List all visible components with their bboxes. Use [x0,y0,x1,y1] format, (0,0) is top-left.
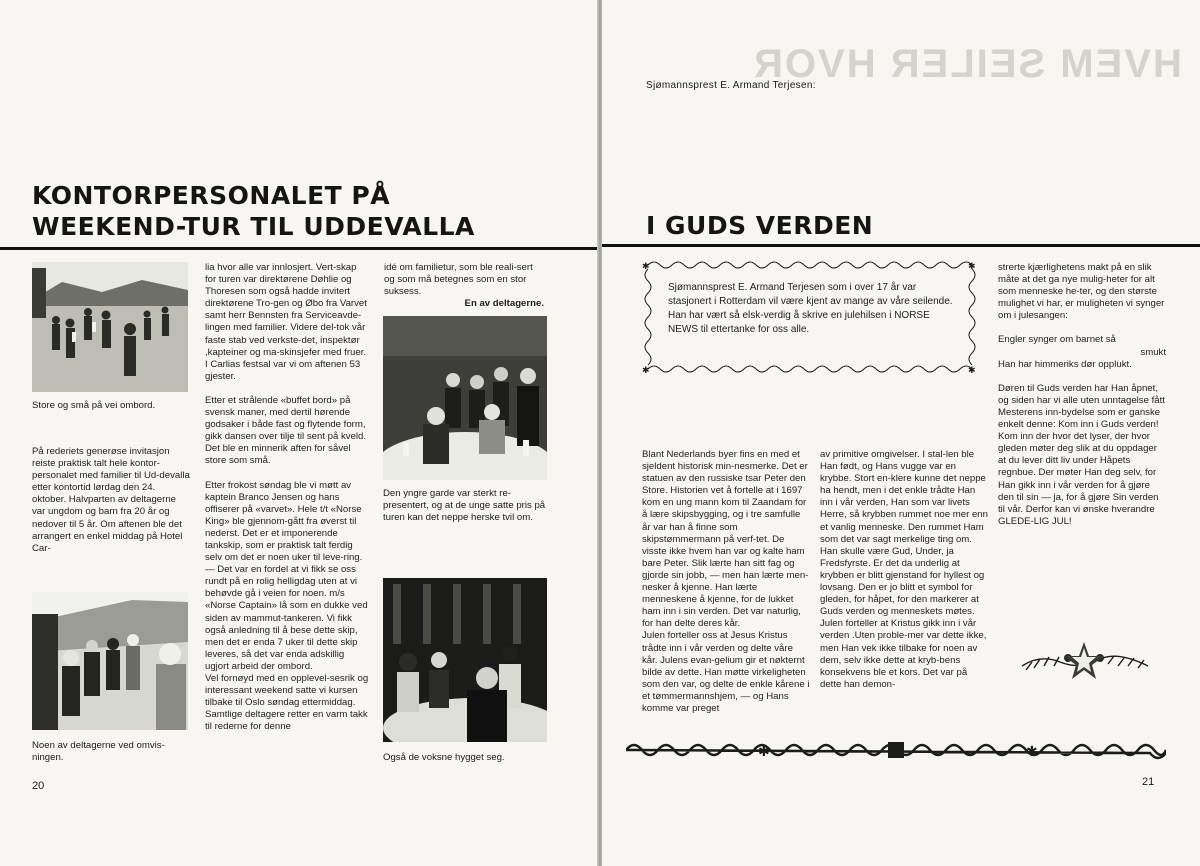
photo-group-walking [32,262,188,392]
verse-line-1: Engler synger om barnet så [998,334,1116,346]
svg-text:✱: ✱ [1026,743,1038,759]
col2-paragraph-a: lia hvor alle var innlosjert. Vert-skap for turen var direktørene Døhlie og Thoresen som også hadde invitert direktørene Tro-gen og Øbo fra Varvet samt herr Bennsten fra Serviceavde-lingen med familier. Videre del-tok vår faste stab ved verkste-det, inspektør ,kapteiner og ma-skinsjefer med fruer. I Carlias festsal var vi om aftenen 53 gjester. [205,262,367,382]
page-number-left: 20 [32,780,45,792]
photo-tour [32,592,188,730]
photo2-caption: Noen av deltagerne ved omvis- ningen. [32,740,165,763]
photo-young-participants [383,316,547,480]
svg-text:✱: ✱ [968,365,976,375]
column-1-text [32,446,190,555]
intro-box-text: Sjømannsprest E. Armand Terjesen som i over 17 år var stasjonert i Rotterdam vil være kjent av mange av våre seilende. Han har vært så elsk-verdig å skrive en julehilsen i NORSE NEWS til ettertanke for oss alle. [668,282,953,335]
col2-paragraph-e: Samtlige deltagere retter en varm takk til rederne for denne [205,709,368,733]
headline-rule-right [602,244,1200,247]
photo1-caption: Store og små på vei ombord. [32,400,156,411]
article-headline: KONTORPERSONALET PÅ WEEKEND-TUR TIL UDDEVALLA [32,181,475,241]
col2-paragraph-c: Etter frokost søndag ble vi møtt av kaptein Branco Jensen og hans offiserer på «varvet». Hele t/t «Norse King» ble gjennom-gått fra øverst til nederst. Det er et imponerende tankskip, som er praktisk talt ferdig selv om det er noen uker til leve-ring. — Det var en fordel at vi fikk se oss rundt på en rolig helligdag uten at vi behøvde gå i veien for noen. m/s «Norse Captain» lå som en dukke ved siden av mammut-tankeren. Vi fikk også anledning til å bese dette skip, men det er enda 7 uker til dette skip leveres, så det var enda adskillig ugjort arbeid der ombord. [205,479,368,672]
bleed-through-text-right [862,100,1182,240]
article-headline-right: I GUDS VERDEN [646,211,874,240]
svg-text:✱: ✱ [642,261,650,271]
right-column-1-text [642,449,810,715]
right-column-3-text [998,262,1166,528]
christmas-ornament-icon [1020,636,1150,686]
col3-paragraph: idé om familietur, som ble reali-sert og som må betegnes som en stor suksess. [384,262,533,298]
bleed-through-text [20,70,580,180]
svg-text:✱: ✱ [758,743,770,759]
svg-text:✱: ✱ [968,261,976,271]
verse-line-2: smukt [1140,346,1166,358]
svg-text:✱: ✱ [642,365,650,375]
photo4-caption: Også de voksne hygget seg. [383,752,505,763]
page-number-right: 21 [1142,776,1155,788]
article-byline: En av deltagerne. [464,298,544,310]
right-col1-paragraph: Blant Nederlands byer fins en med et sjeldent historisk min-nesmerke. Det er statuen av den russiske tsar Peter den Store. Historien vet å fortelle at i 1697 kom en ung mann kom til Zaandam for å lære skipsbygging, og i tre samfulle år var han å finne som skipstømmermann på verf-tet. De visste ikke hvem han var og kalte ham bare Peter. Slik lærte han sitt fag og gjorde sin jobb, — men han lærte men-nesker å kjenne. Han lærte menneskene å kjenne, for de lukket ham inn i sin verden. Det var naturlig, for han delte deres kår. Julen forteller oss at Jesus Kristus trådte inn i vår verden og delte våre kår. Julens evan-gelium gir et nøkternt bilde av dette. Han møtte virkeligheten som den var, og delte de enkle kårene i et tømmermannshjem, — og Hans komme var preget [642,449,810,714]
intro-box [642,259,978,375]
col2-paragraph-d: Vel fornøyd med en opplevel-sesrik og interessant weekend satte vi kursen tilbake til Oslo søndag ettermiddag. [205,673,369,709]
verse-line-3: Han har himmeriks dør opplukt. [998,358,1132,370]
left-page [0,0,598,866]
photo-adults-dinner [383,578,547,742]
col1-paragraph: På rederiets generøse invitasjon reiste praktisk talt hele kontor-personalet med familier til Ud-devalla etter kontortid lørdag den 24. oktober. Halvparten av deltagerne var ungdom og barn fra 20 år og nedover til 5 år. Om aftenen ble det arrangert en enkel middag på Hotel Car- [32,446,190,554]
column-3-text [384,262,544,310]
article-kicker: Sjømannsprest E. Armand Terjesen: [646,80,816,91]
right-column-2-text [820,449,990,691]
right-page [602,0,1200,866]
decorative-border-icon-bottom [626,738,1166,762]
col2-paragraph-b: Etter et strålende «buffet bord» på svensk maner, med dertil hørende godsaker i både fast og flytende form, gikk dansen over tilje til sent på kveld. Det ble en minnerik aften for såvel store som små. [205,394,367,467]
column-2-text [205,262,370,733]
photo3-caption: Den yngre garde var sterkt re-presentert, og at de unge satte pris på turen kan det neppe herske tvil om. [383,488,546,523]
headline-rule [0,247,598,250]
right-col3-paragraph-a: strerte kjærlighetens makt på en slik måte at det ga nye mulig-heter for alt som menneske he-ter, og den største mulighet vi har, er muligheten vi synger om i julesangen: [998,262,1165,322]
right-col3-paragraph-b: Døren til Guds verden har Han åpnet, og siden har vi alle uten unntagelse fått Mesterens inn-bydelse som er ganske enkelt denne: Kom inn i Guds verden! Kom inn der hvor det lyser, der hvor gleden møter deg slik at du oppdager at du lever ditt liv under Håpets regnbue. Der møter Han deg selv, for Han gikk inn i vår verden for å gjøre den til sin — ja, for å gjøre Sin verden til vår. Derfor kan vi ønske hverandre GLEDE-LIG JUL! [998,382,1165,527]
bleed-through-title: HVEM SEILER HVOR [752,42,1182,86]
right-col2-paragraph: av primitive omgivelser. I stal-len ble Han født, og Hans vugge var en krybbe. Stort en-klere kunne det neppe ha hendt, men i det enkle trådte Han inn i vår verden, Han som var livets Herre, så krybben rummet noe mer enn et vanlig menneske. Den rummet Ham som det var sagt merkelige ting om. Han skulle være Gud, Under, ja Fredsfyrste. Er det da underlig at krybben er blitt gjenstand for hyllest og lovsang. Den er jo blitt et symbol for gleden, for håpet, for den markerer at Guds verden og menneskets møtes. Julen forteller at Kristus gikk inn i vår verden .Uten proble-mer var dette ikke, men Han vek ikke tilbake for noen av dem, selv ikke dette at kryb-bens konsekvens ble et kors. Det var på dette han demon- [820,449,988,690]
